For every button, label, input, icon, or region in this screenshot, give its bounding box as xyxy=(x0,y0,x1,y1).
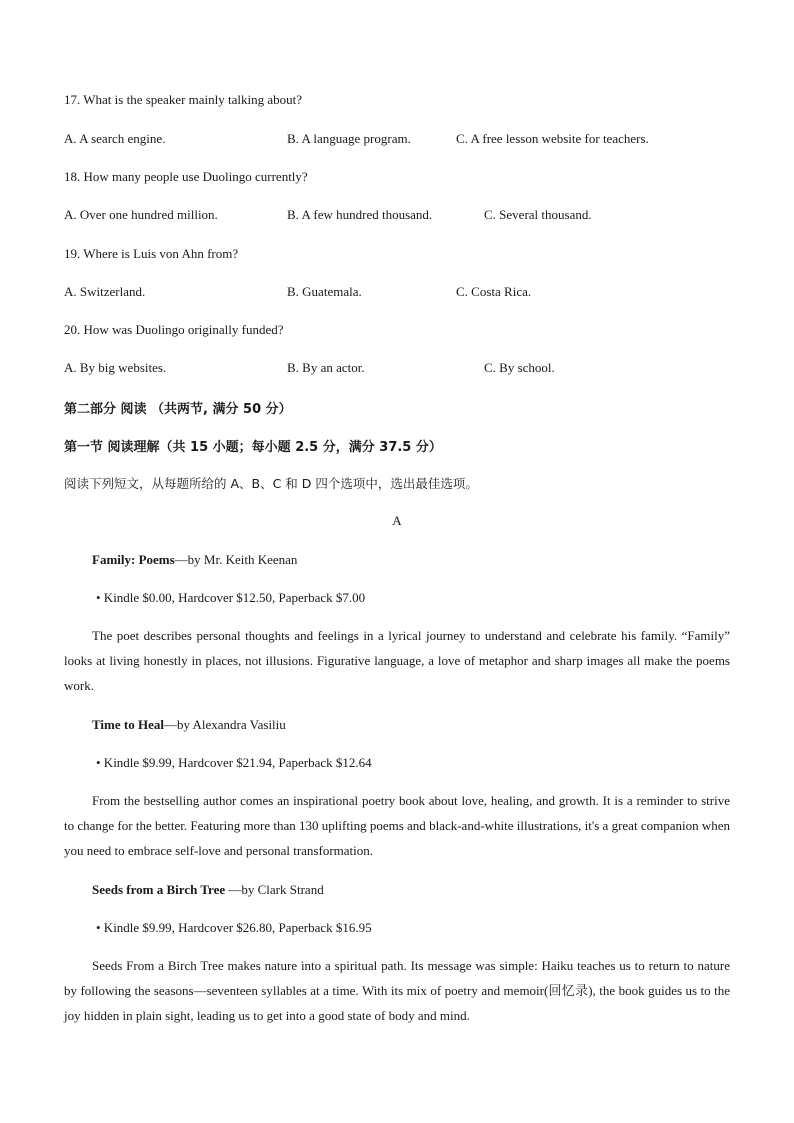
book-2-title: Time to Heal xyxy=(92,717,164,732)
book-2-author: —by Alexandra Vasiliu xyxy=(163,717,286,732)
book-2-heading xyxy=(92,717,286,733)
book-3-author: —by Clark Strand xyxy=(225,882,324,897)
q17-option-a: A. A search engine. xyxy=(64,131,166,146)
book-2-prices: • Kindle $9.99, Hardcover $21.94, Paperback $12.64 xyxy=(96,755,372,770)
q20-option-b: B. By an actor. xyxy=(287,360,365,375)
book-3-prices: • Kindle $9.99, Hardcover $26.80, Paperback $16.95 xyxy=(96,920,372,935)
question-19: 19. Where is Luis von Ahn from? xyxy=(64,246,239,261)
q19-option-a: A. Switzerland. xyxy=(64,284,146,299)
question-20: 20. How was Duolingo originally funded? xyxy=(64,322,284,337)
passage-letter: A xyxy=(392,513,402,528)
question-18: 18. How many people use Duolingo currently? xyxy=(64,169,308,184)
q19-option-c: C. Costa Rica. xyxy=(456,284,532,299)
book-1-prices: • Kindle $0.00, Hardcover $12.50, Paperback $7.00 xyxy=(96,590,366,605)
book-1-author: —by Mr. Keith Keenan xyxy=(174,552,298,567)
q18-option-c: C. Several thousand. xyxy=(484,207,592,222)
book-1-description: The poet describes personal thoughts and feelings in a lyrical journey to understand and celebrate his family. “Family” looks at living honestly in places, not illusions. Figurative language, a love of metaphor and sharp images all make the poems work. xyxy=(64,628,730,693)
q18-option-a: A. Over one hundred million. xyxy=(64,207,218,222)
book-1-title: Family: Poems xyxy=(92,552,175,567)
question-17: 17. What is the speaker mainly talking about? xyxy=(64,92,303,107)
q20-option-c: C. By school. xyxy=(484,360,555,375)
q17-option-c: C. A free lesson website for teachers. xyxy=(456,131,649,146)
q17-option-b: B. A language program. xyxy=(287,131,411,146)
q19-option-b: B. Guatemala. xyxy=(287,284,362,299)
q20-option-a: A. By big websites. xyxy=(64,360,167,375)
book-3-description: Seeds From a Birch Tree makes nature into a spiritual path. Its message was simple: Haiku teaches us to return to nature by following the seasons—seventeen syllables at a time. With its mix of poetry and memoir(回忆录), the book guides us to the joy hidden in plain sight, leading us to get into a good state of body and mind. xyxy=(64,958,730,1023)
instruction: 阅读下列短文，从每题所给的 A、B、C 和 D 四个选项中，选出最佳选项。 xyxy=(64,476,478,491)
subsection-title: 第一节 阅读理解（共 15 小题；每小题 2.5 分，满分 37.5 分） xyxy=(64,440,442,455)
q18-option-b: B. A few hundred thousand. xyxy=(287,207,433,222)
part-title: 第二部分 阅读 （共两节, 满分 50 分） xyxy=(64,402,292,417)
book-2-description: From the bestselling author comes an inspirational poetry book about love, healing, and growth. It is a reminder to strive to change for the better. Featuring more than 130 uplifting poems and black-and-white illustrations, it's a great companion when you need to embrace self-love and personal transformation. xyxy=(64,793,730,858)
book-3-title: Seeds from a Birch Tree xyxy=(92,882,226,897)
book-3-heading xyxy=(92,882,324,898)
book-1-heading xyxy=(92,552,297,568)
